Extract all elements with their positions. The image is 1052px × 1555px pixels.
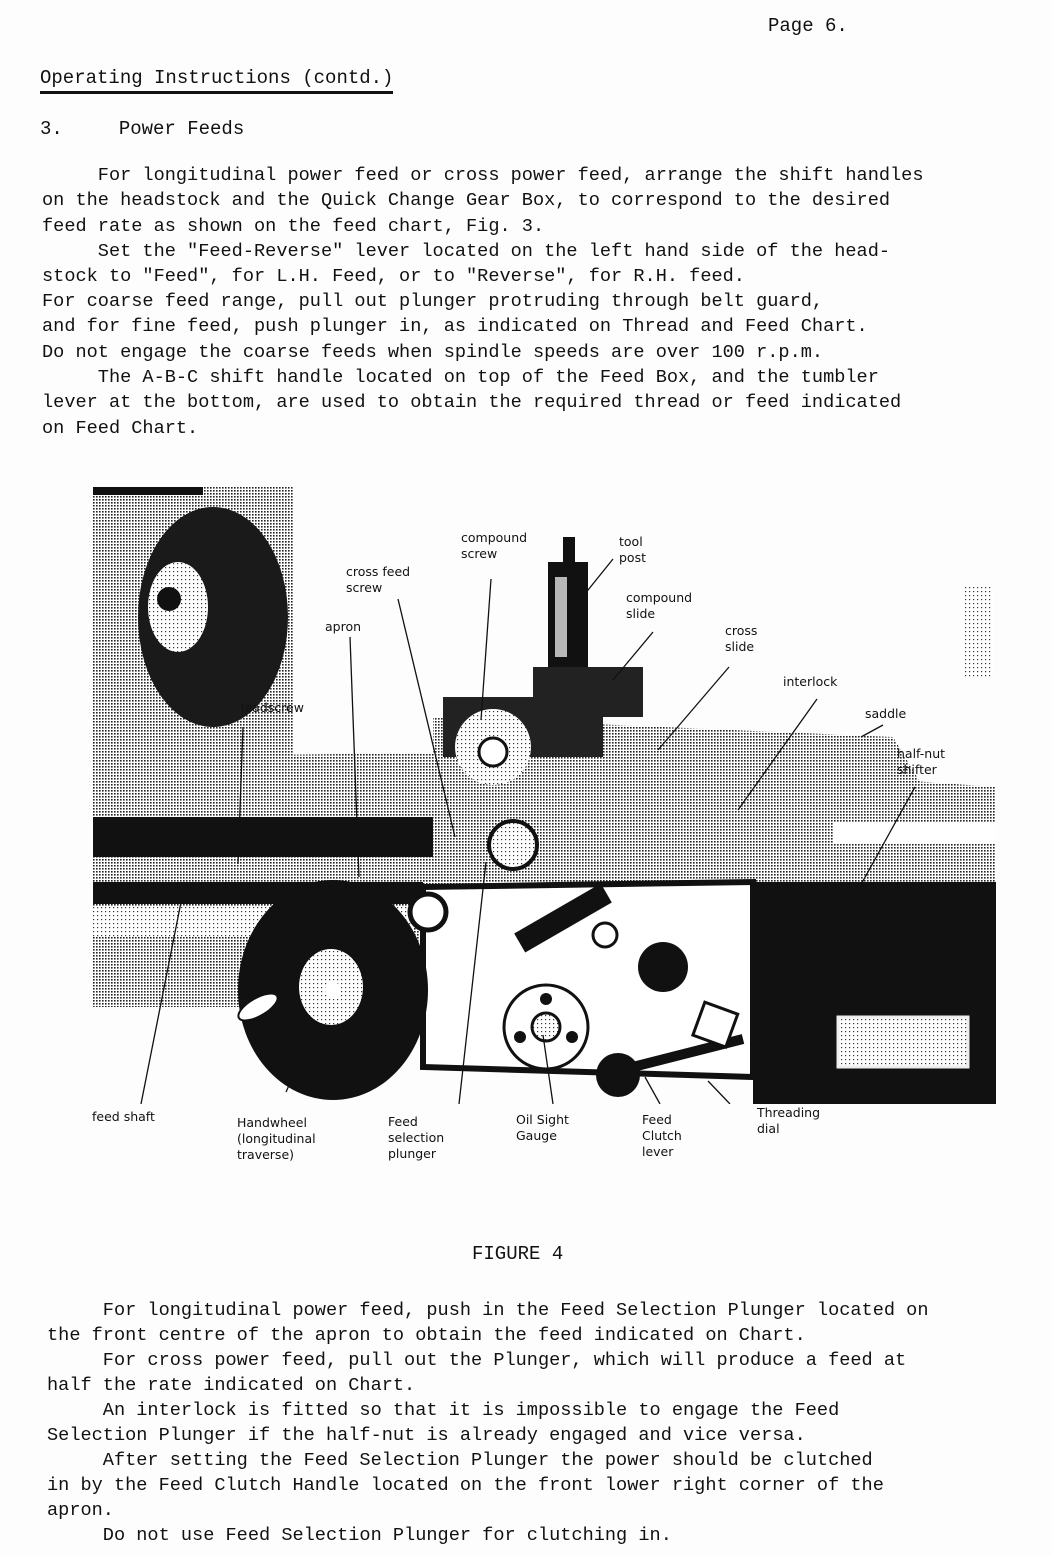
label-feed-shaft: feed shaft <box>92 1109 155 1124</box>
label-half-nut-shifter: half-nut shifter <box>897 746 946 777</box>
text-line: half the rate indicated on Chart. <box>47 1375 416 1396</box>
label-feed-clutch-lever: Feed Clutch lever <box>642 1112 682 1159</box>
label-compound-screw: compound screw <box>461 530 528 561</box>
text-line: Do not engage the coarse feeds when spindle speeds are over 100 r.p.m. <box>42 342 824 363</box>
text-line: apron. <box>47 1500 114 1521</box>
label-cross-slide: cross slide <box>725 623 758 654</box>
lathe-illustration <box>93 487 996 1104</box>
label-threading-dial: Threading dial <box>757 1105 821 1136</box>
label-leadscrew: leadscrew <box>241 700 304 715</box>
subsection-number: 3. <box>40 118 63 140</box>
text-line: For longitudinal power feed or cross power feed, arrange the shift handles <box>42 165 924 186</box>
subsection-title: Power Feeds <box>118 118 245 140</box>
label-handwheel: Handwheel (longitudinal traverse) <box>237 1115 316 1162</box>
section-title: Operating Instructions (contd.) <box>40 66 393 94</box>
text-line: Set the "Feed-Reverse" lever located on the left hand side of the head- <box>42 241 891 262</box>
label-feed-selection-plunger: Feed selection plunger <box>388 1114 445 1161</box>
text-line: Selection Plunger if the half-nut is already engaged and vice versa. <box>47 1425 806 1446</box>
text-line: For longitudinal power feed, push in the Feed Selection Plunger located on <box>47 1300 929 1321</box>
label-interlock: interlock <box>783 674 838 689</box>
figure-caption: FIGURE 4 <box>472 1243 564 1265</box>
text-line: and for fine feed, push plunger in, as indicated on Thread and Feed Chart. <box>42 316 868 337</box>
label-oil-sight-gauge: Oil Sight Gauge <box>516 1112 569 1143</box>
label-tool-post: tool post <box>619 534 646 565</box>
page-number: Page 6. <box>768 15 848 37</box>
text-line: on Feed Chart. <box>42 418 199 439</box>
text-line: in by the Feed Clutch Handle located on the front lower right corner of the <box>47 1475 884 1496</box>
subsection-heading <box>40 117 244 141</box>
text-line: For coarse feed range, pull out plunger protruding through belt guard, <box>42 291 824 312</box>
text-line: the front centre of the apron to obtain the feed indicated on Chart. <box>47 1325 806 1346</box>
text-line: stock to "Feed", for L.H. Feed, or to "Reverse", for R.H. feed. <box>42 266 745 287</box>
lathe-apron-photo <box>93 487 996 1104</box>
text-line: An interlock is fitted so that it is impossible to engage the Feed <box>47 1400 840 1421</box>
text-line: on the headstock and the Quick Change Gear Box, to correspond to the desired <box>42 190 891 211</box>
text-line: feed rate as shown on the feed chart, Fig. 3. <box>42 216 545 237</box>
label-saddle: saddle <box>865 706 907 721</box>
label-apron: apron <box>325 619 362 634</box>
text-line: lever at the bottom, are used to obtain the required thread or feed indicated <box>42 392 902 413</box>
text-line: Do not use Feed Selection Plunger for clutching in. <box>47 1525 672 1546</box>
text-line: For cross power feed, pull out the Plunger, which will produce a feed at <box>47 1350 907 1371</box>
label-compound-slide: compound slide <box>626 590 693 621</box>
label-cross-feed-screw: cross feed screw <box>346 564 411 595</box>
text-line: The A-B-C shift handle located on top of the Feed Box, and the tumbler <box>42 367 879 388</box>
text-line: After setting the Feed Selection Plunger the power should be clutched <box>47 1450 873 1471</box>
